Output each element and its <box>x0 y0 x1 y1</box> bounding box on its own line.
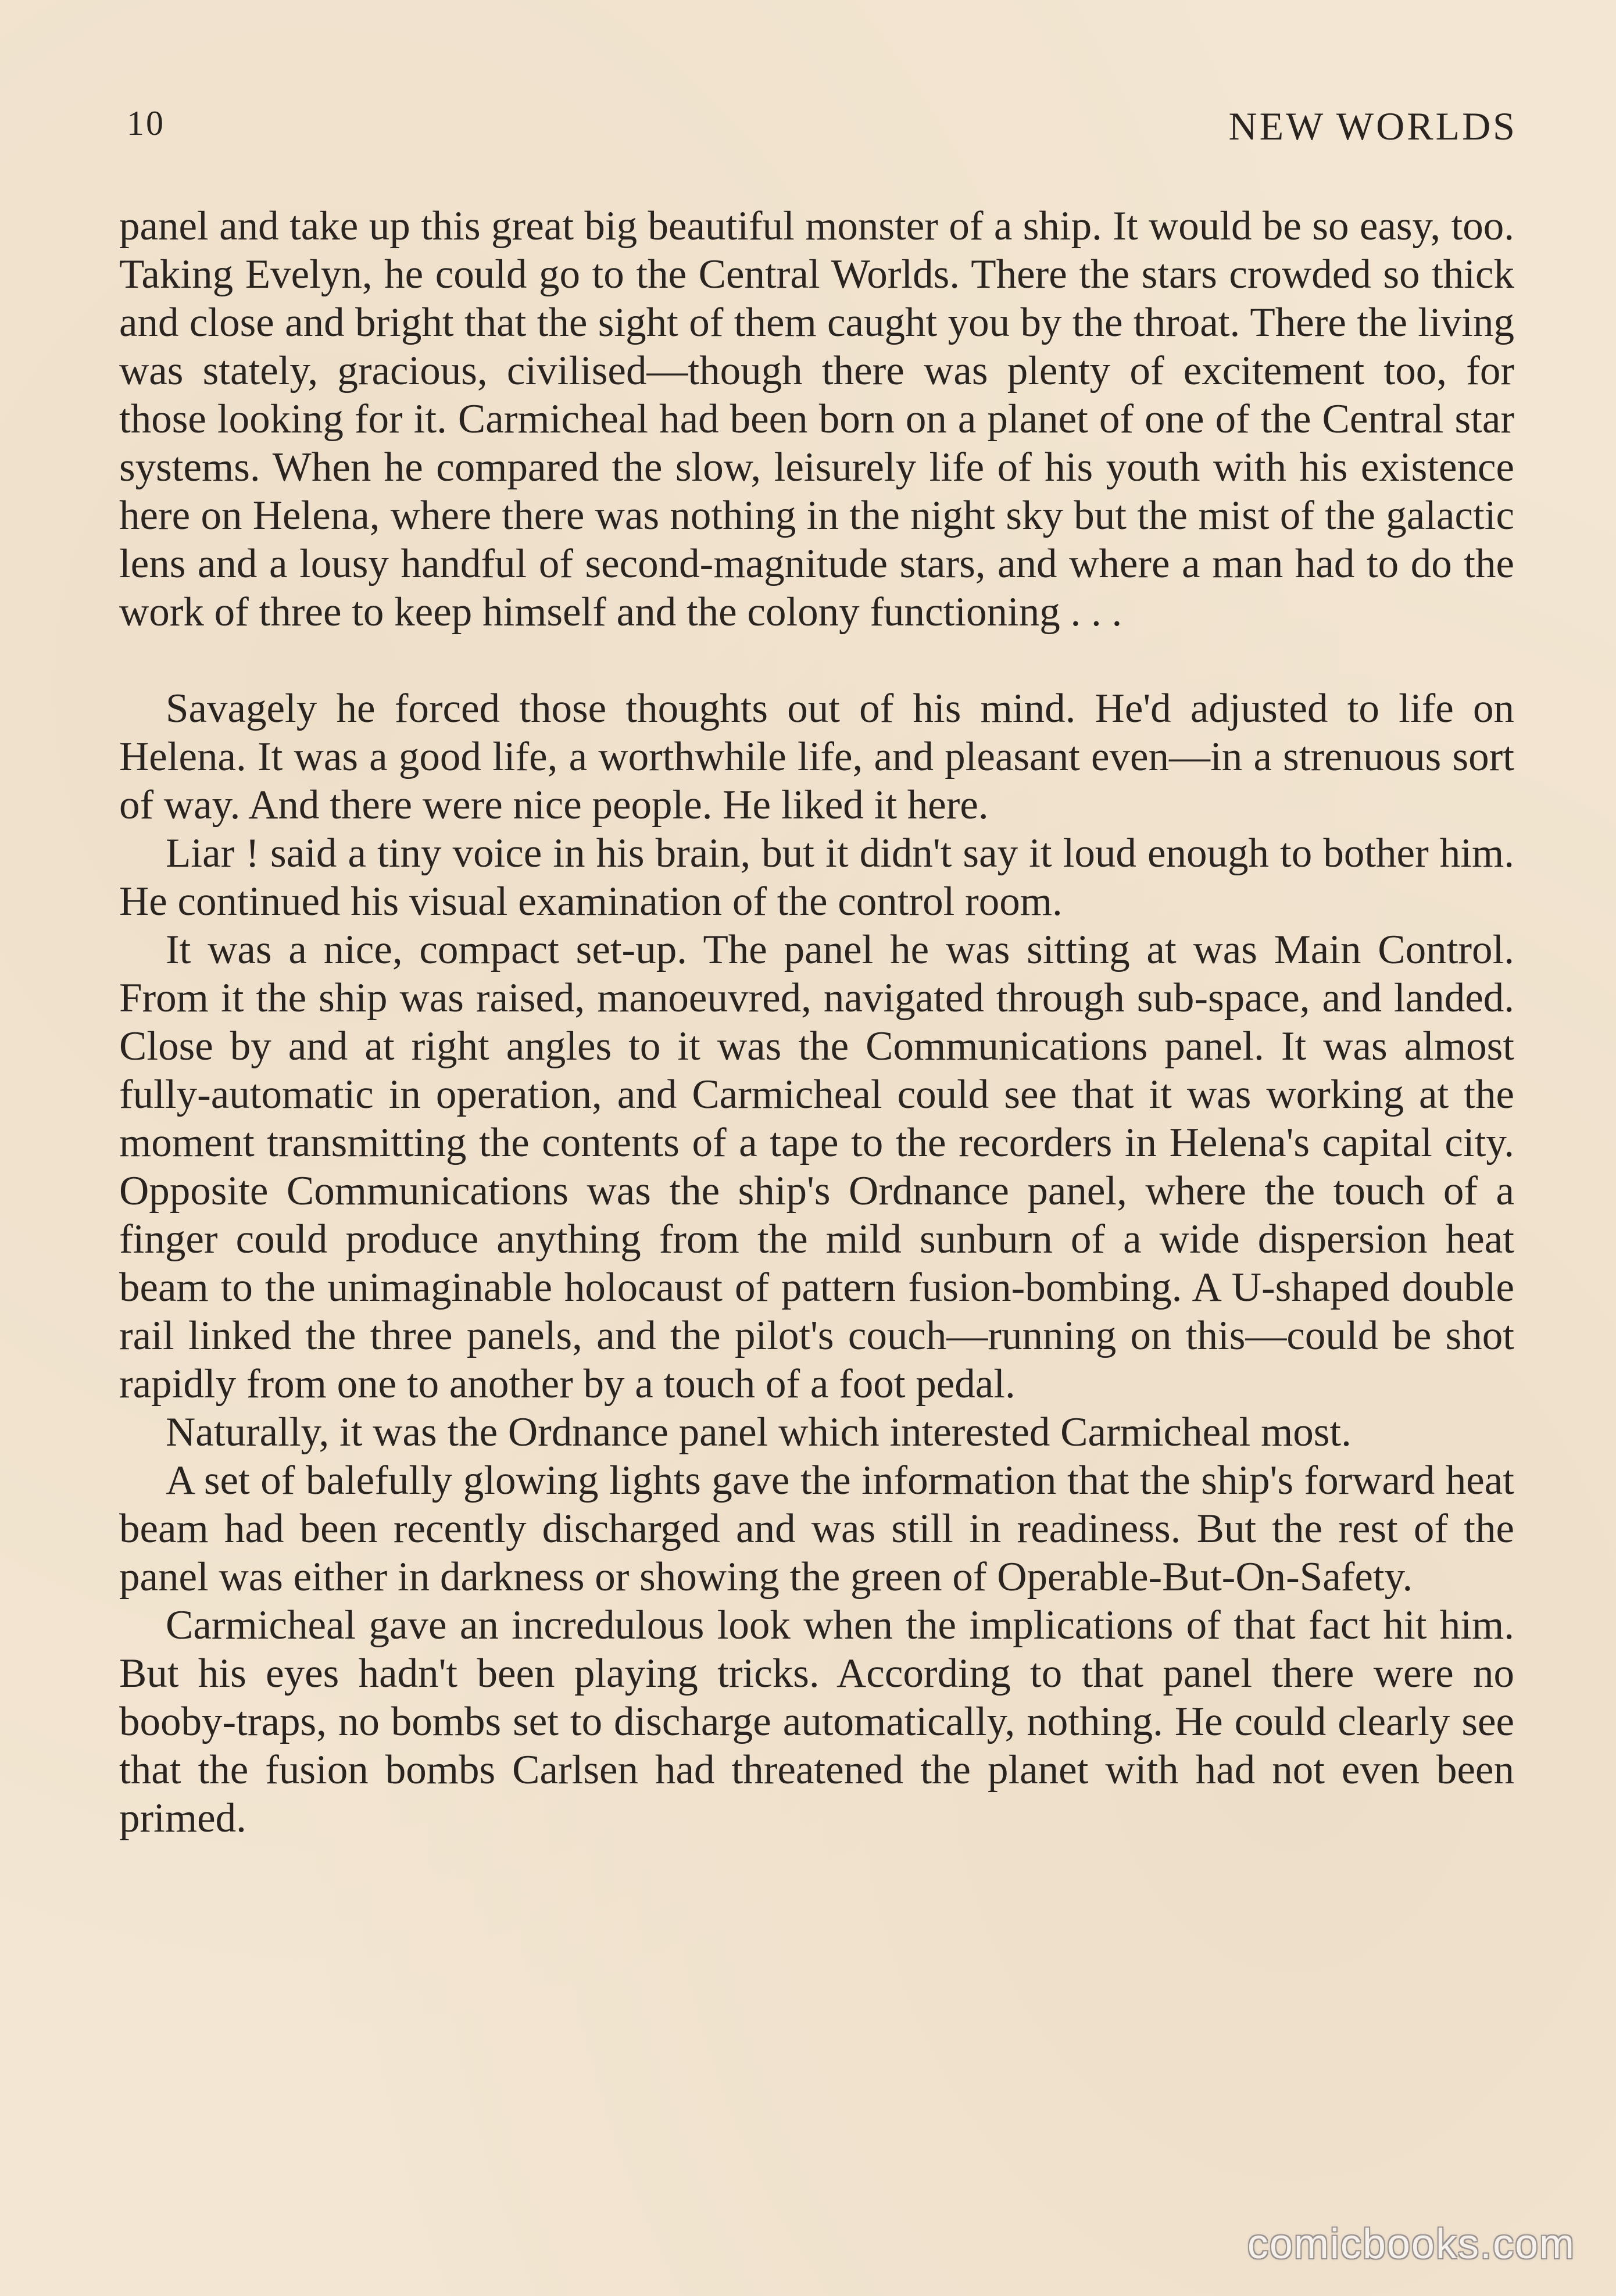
running-head <box>127 103 1517 150</box>
paragraph: Savagely he forced those thoughts out of his mind. He'd adjusted to life on Helena. It was a good life, a worthwhile life, and pleasant even—in a strenuous sort of way. And there were nice people. He liked it here. <box>119 686 1514 828</box>
paragraph: A set of balefully glowing lights gave the information that the ship's forward heat beam had been recently discharged and was still in readiness. But the rest of the panel was either in darkness or showing the green of Operable-But-On-Safety. <box>119 1458 1514 1600</box>
paragraph: Liar ! said a tiny voice in his brain, but it didn't say it loud enough to bother him. He continued his visual examination of the control room. <box>119 831 1514 924</box>
running-title: NEW WORLDS <box>1228 104 1517 148</box>
paragraph: panel and take up this great big beautiful monster of a ship. It would be so easy, too. Taking Evelyn, he could go to the Central Worlds. There the stars crowded so thick and close and bright that the sight of them caught you by the throat. There the living was stately, gracious, civilised—though there was plenty of excitement too, for those looking for it. Carmicheal had been born on a planet of one of the Central star systems. When he compared the slow, leisurely life of his youth with his existence here on Helena, where there was nothing in the night sky but the mist of the galactic lens and a lousy handful of second-magnitude stars, and where a man had to do the work of three to keep himself and the colony functioning . . . <box>119 203 1514 635</box>
paragraph: Carmicheal gave an incredulous look when the implications of that fact hit him. But his eyes hadn't been playing tricks. According to that panel there were no booby-traps, no bombs set to discharge automatically, nothing. He could clearly see that the fusion bombs Carlsen had threatened the planet with had not even been primed. <box>119 1603 1514 1841</box>
paragraph: Naturally, it was the Ordnance panel which interested Carmicheal most. <box>166 1410 1352 1455</box>
watermark: comicbooks.com <box>1247 2221 1575 2268</box>
page-number: 10 <box>127 104 165 142</box>
paragraph: It was a nice, compact set-up. The panel he was sitting at was Main Control. From it the ship was raised, manoeuvred, navigated through sub-space, and landed. Close by and at right angles to it was the Communications panel. It was almost fully-automatic in operation, and Carmicheal could see that it was working at the moment transmitting the contents of a tape to the recorders in Helena's capital city. Opposite Communications was the ship's Ordnance panel, where the touch of a finger could produce anything from the mild sunburn of a wide dispersion heat beam to the unimaginable holocaust of pattern fusion-bombing. A U-shaped double rail linked the three panels, and the pilot's couch—running on this—could be shot rapidly from one to another by a touch of a foot pedal. <box>119 927 1514 1407</box>
body-text <box>119 202 1514 1843</box>
